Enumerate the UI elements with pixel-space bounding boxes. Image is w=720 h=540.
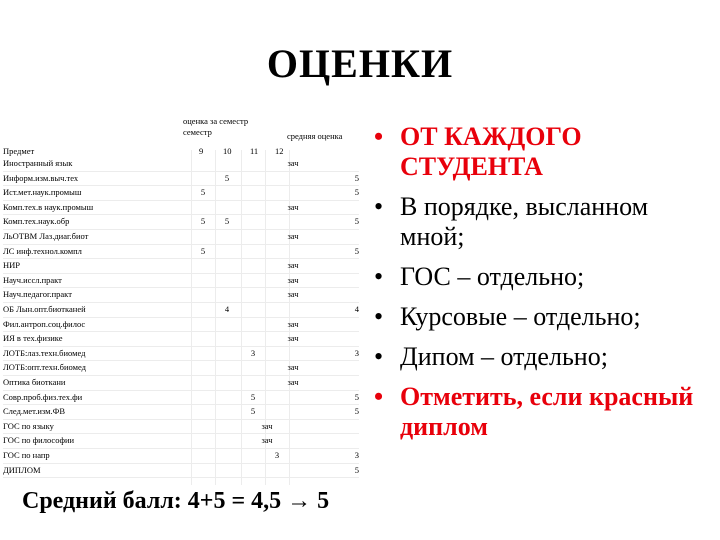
- bullet-item: [374, 122, 718, 182]
- bullet-item: [374, 302, 718, 332]
- final-grade-cell: 5: [354, 391, 359, 402]
- grade-cell: 5: [200, 245, 206, 256]
- table-row: [3, 463, 359, 479]
- subject-cell: ИЯ в тех.физике: [3, 333, 63, 344]
- grade-cell: 5: [224, 172, 230, 183]
- pass-cell: зач: [287, 231, 299, 241]
- table-row: [3, 171, 359, 187]
- table-row: [3, 214, 359, 230]
- final-grade-cell: 3: [354, 347, 359, 358]
- subject-cell: Фил.антроп.соц.филос: [3, 318, 86, 329]
- final-grade-cell: 5: [354, 187, 359, 198]
- bullet-text: Отметить, если красный диплом: [400, 382, 694, 441]
- table-header-subject: Предмет: [3, 146, 35, 156]
- subject-cell: ЛС инф.технол.компл: [3, 245, 82, 256]
- subject-cell: Комп.тех.в наук.промыш: [3, 201, 94, 212]
- table-row: [3, 200, 359, 216]
- pass-cell: зач: [287, 318, 299, 329]
- table-header-line1: оценка за семестр: [183, 116, 249, 126]
- subject-cell: ЛОТБ:опт.техн.биомед: [3, 362, 86, 373]
- bullet-item: [374, 382, 718, 442]
- subject-cell: След.мет.изм.ФВ: [3, 406, 66, 417]
- subject-cell: Информ.изм.выч.тех: [3, 172, 79, 183]
- grade-cell: 5: [200, 216, 206, 227]
- subject-cell: Совр.проб.физ.тех.фи: [3, 391, 83, 402]
- subject-cell: ОБ Лын.опт.биотканей: [3, 304, 86, 314]
- table-row: [3, 419, 359, 435]
- pass-cell: зач: [261, 420, 273, 431]
- table-row: [3, 317, 359, 333]
- final-grade-cell: 5: [354, 464, 359, 475]
- semester-header-10: 10: [223, 146, 232, 156]
- final-grade-cell: 5: [354, 245, 359, 256]
- subject-cell: ГОС по философии: [3, 435, 75, 446]
- table-row: [3, 375, 359, 391]
- table-header-final: средняя оценка: [287, 131, 343, 141]
- table-row: [3, 390, 359, 406]
- table-row: [3, 258, 359, 274]
- slide-title: ОЦЕНКИ: [266, 41, 454, 86]
- pass-cell: зач: [287, 377, 299, 387]
- subject-cell: ГОС по напр: [3, 450, 50, 460]
- pass-cell: зач: [261, 435, 273, 446]
- bullet-item: [374, 342, 718, 372]
- subject-cell: Науч.педагог.практ: [3, 289, 72, 300]
- table-row: [3, 302, 359, 318]
- table-row: [3, 229, 359, 245]
- final-grade-cell: 4: [354, 304, 359, 314]
- table-header-line2: семестр: [183, 127, 212, 137]
- subject-cell: Ист.мет.наук.промыш: [3, 187, 82, 198]
- table-row: [3, 331, 359, 347]
- table-row: [3, 404, 359, 420]
- bullet-text: ГОС – отдельно;: [400, 262, 585, 291]
- bullet-text: ОТ КАЖДОГО СТУДЕНТА: [400, 122, 582, 181]
- subject-cell: Науч.иссл.практ: [3, 274, 62, 285]
- table-row: [3, 244, 359, 260]
- pass-cell: зач: [287, 158, 299, 168]
- subject-cell: ЛОТБ:лаз.техн.биомед: [3, 347, 86, 358]
- bullet-text: Курсовые – отдельно;: [400, 302, 641, 331]
- bullet-list: [374, 122, 718, 452]
- semester-header-12: 12: [275, 146, 284, 156]
- bullet-text: Дипом – отдельно;: [400, 342, 608, 371]
- subject-cell: Оптика биоткани: [3, 377, 66, 387]
- table-row: [3, 346, 359, 362]
- bullet-dot-icon: •: [374, 262, 384, 291]
- average-grade-formula: Средний балл: 4+5 = 4,5 → 5: [22, 488, 330, 514]
- table-row: [3, 287, 359, 303]
- bullet-item: [374, 262, 718, 292]
- bullet-dot-icon: •: [374, 382, 384, 411]
- table-row: [3, 273, 359, 289]
- final-grade-cell: 5: [354, 172, 359, 183]
- final-grade-cell: 3: [354, 450, 359, 460]
- table-row: [3, 448, 359, 464]
- bullet-dot-icon: •: [374, 192, 384, 221]
- pass-cell: зач: [287, 201, 299, 212]
- subject-cell: Комп.тех.наук.обр: [3, 216, 70, 227]
- table-row: [3, 360, 359, 376]
- semester-header-11: 11: [250, 146, 259, 156]
- pass-cell: зач: [287, 274, 299, 285]
- bullet-dot-icon: •: [374, 302, 384, 331]
- subject-cell: ДИПЛОМ: [3, 464, 41, 475]
- grade-cell: 5: [200, 187, 206, 198]
- grade-cell: 5: [224, 216, 230, 227]
- subject-cell: ГОС по языку: [3, 420, 54, 431]
- final-grade-cell: 5: [354, 216, 359, 227]
- bullet-dot-icon: •: [374, 122, 384, 151]
- grade-cell: 3: [274, 450, 280, 460]
- final-grade-cell: 5: [354, 406, 359, 417]
- bullet-item: [374, 192, 718, 252]
- pass-cell: зач: [287, 362, 299, 373]
- subject-cell: Иностранный язык: [3, 158, 73, 168]
- grade-cell: 5: [250, 406, 256, 417]
- semester-header-9: 9: [199, 146, 204, 156]
- grade-cell: 3: [250, 347, 256, 358]
- table-row: [3, 433, 359, 449]
- subject-cell: НИР: [3, 260, 21, 271]
- bullet-dot-icon: •: [374, 342, 384, 371]
- grade-cell: 5: [250, 391, 256, 402]
- pass-cell: зач: [287, 333, 299, 344]
- pass-cell: зач: [287, 260, 299, 271]
- table-row: [3, 156, 359, 172]
- table-row: [3, 185, 359, 201]
- grade-cell: 4: [224, 304, 230, 314]
- bullet-text: В порядке, высланном мной;: [400, 192, 649, 251]
- subject-cell: ЛьОТВМ Лаз.диаг.биот: [3, 231, 89, 241]
- pass-cell: зач: [287, 289, 299, 300]
